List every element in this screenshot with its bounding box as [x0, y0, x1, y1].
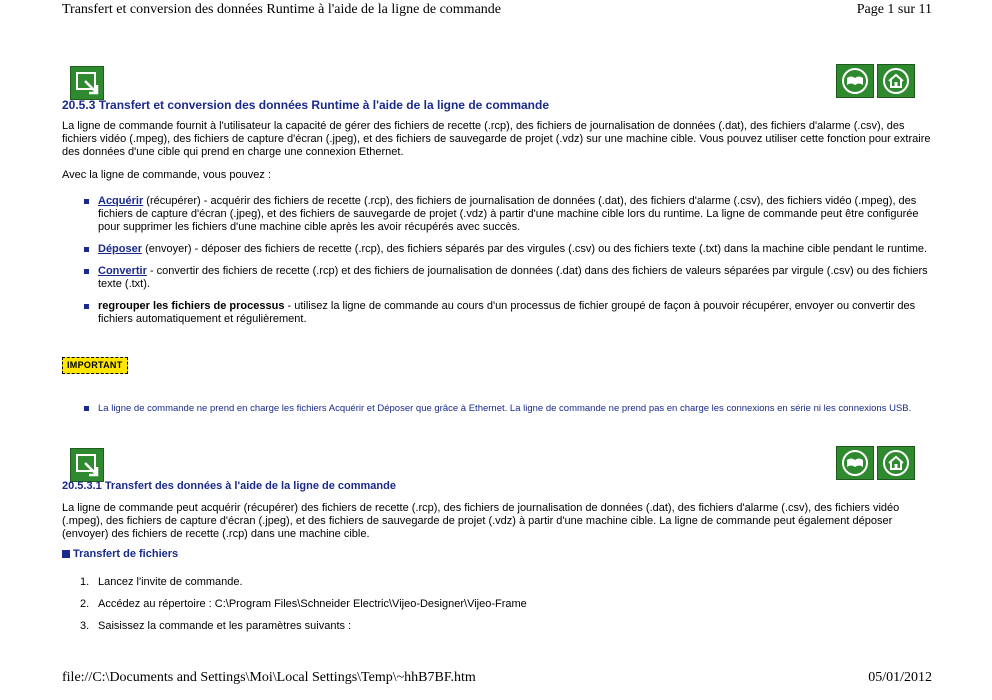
- list-item: [80, 195, 932, 234]
- list-item-bold: regrouper les fichiers de processus: [98, 300, 285, 312]
- print-header-title: Transfert et conversion des données Runtime à l'aide de la ligne de commande: [62, 2, 501, 17]
- print-header: [62, 2, 932, 18]
- list-item: [80, 265, 932, 291]
- file-transfer-heading: [62, 548, 178, 560]
- home-icon[interactable]: [877, 446, 915, 480]
- step-text: Lancez l'invite de commande.: [98, 576, 243, 588]
- list-item-text: - utilisez la ligne de commande au cours d'un processus de fichier groupé de façon à pouvoir récupérer, envoyer ou convertir des fichiers automatiquement et régulièrement.: [98, 300, 916, 325]
- print-footer-date: 05/01/2012: [868, 670, 932, 685]
- step-item: [80, 598, 930, 611]
- list-item: [80, 243, 932, 256]
- print-footer-path: file://C:\Documents and Settings\Moi\Local Settings\Temp\~hhB7BF.htm: [62, 670, 476, 685]
- list-item: [80, 300, 932, 326]
- step-number: 2.: [80, 598, 90, 610]
- print-footer: [62, 670, 932, 686]
- book-icon[interactable]: [836, 64, 874, 98]
- square-bullet-icon: [62, 550, 70, 558]
- deposit-link[interactable]: Déposer: [98, 243, 143, 255]
- step-number: 1.: [80, 576, 90, 588]
- feature-list: [80, 195, 932, 335]
- home-icon[interactable]: [877, 64, 915, 98]
- section-intro: La ligne de commande fournit à l'utilisateur la capacité de gérer des fichiers de recette (.rcp), des fichiers de journalisation de données (.dat), des fichiers d'alarme (.csv), des fichiers vidéo (.mpeg), des fichiers de capture d'écran (.jpeg), et des fichiers de sauvegarde de projet (.vdz) sur une machine cible. Vous pouvez utiliser cette fonction pour extraire des données d'une cible qui prend en charge une connexion Ethernet.: [62, 120, 931, 158]
- file-transfer-heading-text: Transfert de fichiers: [73, 548, 179, 560]
- step-text: Saisissez la commande et les paramètres suivants :: [98, 620, 352, 632]
- steps-list: [80, 576, 930, 642]
- book-icon[interactable]: [836, 446, 874, 480]
- acquire-link[interactable]: Acquérir: [98, 195, 144, 207]
- note-item: La ligne de commande ne prend en charge les fichiers Acquérir et Déposer que grâce à Ethernet. La ligne de commande ne prend pas en charge les connexions en série ni les connexions USB.: [80, 402, 932, 415]
- step-number: 3.: [80, 620, 90, 632]
- list-item-text: (envoyer) - déposer des fichiers de recette (.rcp), des fichiers séparés par des virgules (.csv) ou des fichiers texte (.txt) dans la machine cible pendant le runtime.: [142, 243, 928, 255]
- jump-link-icon[interactable]: [70, 448, 104, 482]
- step-item: [80, 576, 930, 589]
- jump-link-icon[interactable]: [70, 66, 104, 100]
- important-badge: IMPORTANT: [62, 357, 128, 374]
- section-heading: 20.5.3 Transfert et conversion des données Runtime à l'aide de la ligne de commande: [62, 98, 550, 112]
- section-lead: Avec la ligne de commande, vous pouvez :: [62, 169, 271, 181]
- nav-buttons: [836, 64, 915, 98]
- list-item-text: - convertir des fichiers de recette (.rcp) et des fichiers de journalisation de données (.dat) dans des fichiers de valeurs séparées par virgule (.csv) ou des fichiers texte (.txt).: [98, 265, 928, 290]
- subsection-heading: 20.5.3.1 Transfert des données à l'aide de la ligne de commande: [62, 480, 396, 492]
- step-item: [80, 620, 930, 633]
- step-text: Accédez au répertoire : C:\Program Files\Schneider Electric\Vijeo-Designer\Vijeo-Frame: [98, 598, 527, 610]
- print-header-page: Page 1 sur 11: [856, 2, 932, 17]
- list-item-text: (récupérer) - acquérir des fichiers de recette (.rcp), des fichiers de journalisation de données (.dat), des fichiers d'alarme (.csv), des fichiers vidéo (.mpeg), des fichiers de capture d'écran (.jpeg), et des fichiers de sauvegarde de projet (.vdz) à partir d'une machine cible lors du runtime. La ligne de commande peut être configurée pour supprimer les fichiers d'une machine cible après les avoir récupérés avec succès.: [98, 195, 919, 233]
- convert-link[interactable]: Convertir: [98, 265, 147, 277]
- important-note: [80, 402, 932, 415]
- subsection-intro: La ligne de commande peut acquérir (récupérer) des fichiers de recette (.rcp), des fichiers de journalisation de données (.dat), des fichiers d'alarme (.csv), des fichiers vidéo (.mpeg), des fichiers de capture d'écran (.jpeg), et des fichiers de sauvegarde de projet (.vdz) à partir d'une machine cible. La ligne de commande peut également déposer (envoyer) des fichiers de recette (.rcp) dans une machine cible.: [62, 502, 900, 540]
- nav-buttons: [836, 446, 915, 480]
